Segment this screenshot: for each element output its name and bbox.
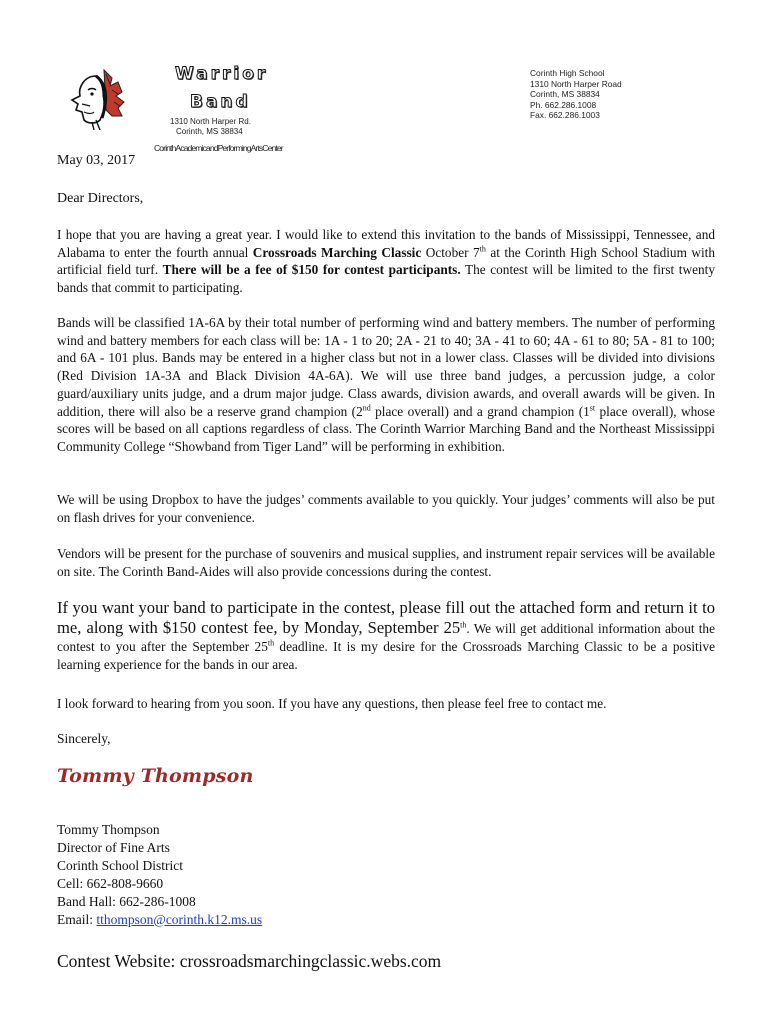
school-phone: Ph. 662.286.1008 [530, 99, 597, 110]
letterhead-center-name: CorinthAcademicandPerformingArtsCenter [154, 143, 283, 153]
band-name-line1: Warrior [175, 64, 269, 84]
event-name: Crossroads Marching Classic [252, 244, 422, 260]
school-address-block [530, 68, 622, 121]
fee-notice: There will be a fee of $150 for contest participants. [162, 262, 461, 278]
signature: Tommy Thompson [57, 765, 254, 787]
paragraph-vendors: Vendors will be present for the purchase of souvenirs and musical supplies, and instrument repair services will be available on site. The Corinth Band-Aides will also provide concessions during the contest. [57, 546, 715, 579]
contact-email-row: Email: tthompson@corinth.k12.ms.us [57, 911, 263, 927]
school-street: 1310 North Harper Road [530, 78, 622, 89]
contact-cell: Cell: 662-808-9660 [57, 875, 164, 891]
letter-date: May 03, 2017 [57, 153, 136, 168]
contact-district: Corinth School District [57, 857, 183, 873]
school-fax: Fax. 662.286.1003 [530, 110, 600, 121]
contact-name: Tommy Thompson [57, 822, 160, 837]
contact-band-hall: Band Hall: 662-286-1008 [57, 893, 196, 909]
contest-website: Contest Website: crossroadsmarchingclassic.webs.com [57, 951, 442, 971]
contact-title: Director of Fine Arts [57, 839, 170, 855]
paragraph-registration: If you want your band to participate in the contest, please fill out the attached form and return it to me, along with $150 contest fee, by Monday, September 25th. We will get additional information about the contest to you after the September 25th deadline. It is my desire for the Crossroads Marching Classic to be a positive learning experience for the bands in our area. [57, 598, 715, 672]
email-link[interactable]: tthompson@corinth.k12.ms.us [96, 911, 263, 927]
school-name: Corinth High School [530, 68, 605, 78]
paragraph-invitation: I hope that you are having a great year. I would like to extend this invitation to the bands of Mississippi, Tennessee, and Alabama to enter the fourth annual Crossroads Marching Classic October 7th at the Corinth High School Stadium with artificial field turf. There will be a fee of $150 for contest participants. The contest will be limited to the first twenty bands that commit to participating. [57, 227, 715, 296]
contact-block [57, 821, 262, 928]
registration-callout: If you want your band to participate in the contest, please fill out the attached form and return it to me, along with $150 contest fee, by Monday, September 25 [57, 598, 715, 637]
letter-greeting: Dear Directors, [57, 191, 144, 206]
letter-closing: Sincerely, [57, 731, 111, 746]
letterhead-address-line1: 1310 North Harper Rd. [170, 117, 251, 126]
paragraph-dropbox: We will be using Dropbox to have the judges’ comments available to you quickly. Your judges’ comments will also be put on flash drives for your convenience. [57, 492, 715, 525]
letterhead-address-line2: Corinth, MS 38834 [176, 127, 243, 136]
paragraph-classification: Bands will be classified 1A-6A by their total number of performing wind and battery members. The number of performing wind and battery members for each class will be: 1A - 1 to 20; 2A - 21 to 40; 3A - 41 to 60; 4A - 61 to 80; 5A - 81 to 100; and 6A - 101 plus. Bands may be entered in a higher class but not in a lower class. Classes will be divided into divisions (Red Division 1A-3A and Black Division 4A-6A). We will use three band judges, a percussion judge, a color guard/auxiliary units judge, and a drum major judge. Class awards, division awards, and overall awards will be given. In addition, there will also be a reserve grand champion (2nd place overall) and a grand champion (1st place overall), whose scores will be based on all captions regardless of class. The Corinth Warrior Marching Band and the Northeast Mississippi Community College “Showband from Tiger Land” will be performing in exhibition. [57, 315, 715, 454]
band-name-line2: Band [190, 92, 251, 112]
school-city: Corinth, MS 38834 [530, 89, 600, 100]
warrior-head-icon [66, 66, 128, 130]
paragraph-closing: I look forward to hearing from you soon. If you have any questions, then please feel free to contact me. [57, 696, 607, 711]
